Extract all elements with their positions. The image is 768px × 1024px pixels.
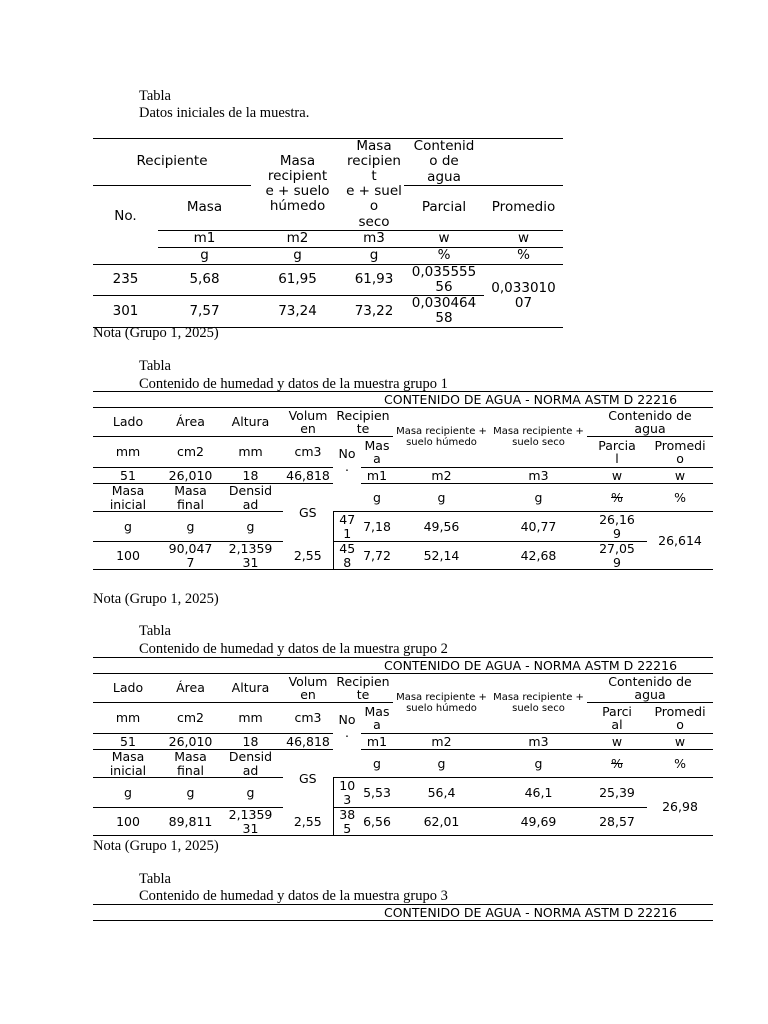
dim-cell: 46,818 [283,734,333,750]
dim-cell: 26,010 [163,734,218,750]
label-densidad: Densid ad [218,484,283,512]
dim-cell: 51 [93,734,163,750]
header-masa-seco: Masa recipient e + suelo seco [344,139,404,231]
table-cell: 25,39 [587,778,647,808]
header-recipiente: Recipiente [93,139,251,186]
header-no: No . [338,446,356,475]
table-cell: 62,01 [393,808,490,836]
header-contenido: Contenido de agua [587,674,713,703]
unit-cell: g [393,750,490,778]
unit-cell: mm [238,710,263,726]
header-masa-seco: Masa recipiente + suelo seco [493,692,584,714]
header-recipiente: Recipien te [333,408,393,437]
table-row-no: 301 [93,295,158,327]
header-promedio: Promedi o [654,703,706,732]
label-masa-inicial: Masa inicial [93,484,163,512]
table-cell: 28,57 [587,808,647,836]
unit-cell: g [490,484,587,512]
value-gs: 2,55 [283,542,333,570]
header-promedio: Promedio [491,199,556,216]
unit-cell: % [647,750,713,778]
symbol-cell: m2 [393,468,490,484]
symbol-cell: m1 [361,734,393,750]
unit-cell: cm2 [176,710,204,726]
table-cell: 6,56 [361,808,393,836]
header-masa: Masa [186,199,223,216]
label-masa-final: Masa final [163,750,218,778]
table1-caption-label: Tabla [139,88,171,104]
header-parcial: Parci al [602,703,632,732]
header-promedio: Promedi o [654,437,706,466]
group1-banner: CONTENIDO DE AGUA - NORMA ASTM D 22216 [93,392,713,408]
unit-cell: cm2 [176,444,204,460]
value-densidad: 2,1359 31 [218,542,283,570]
dim-cell: 26,010 [163,468,218,484]
table-cell: 27,05 9 [587,542,647,570]
table-cell: 56,4 [393,778,490,808]
promedio-cell: 26,98 [647,778,713,836]
header-masa-humedo: Masa recipiente + suelo húmedo [396,426,487,448]
group3-table [93,904,713,921]
unit-cell: g [163,778,218,808]
header-lado: Lado [93,408,163,437]
table-cell: 0,035555 56 [404,264,484,295]
header-volumen: Volum en [283,674,333,703]
table-row-no: 38 5 [333,808,361,836]
dim-cell: 46,818 [283,468,333,484]
unit-cell: % [484,247,563,264]
header-no: No. [114,208,137,225]
group2-caption-title: Contenido de humedad y datos de la muestra grupo 2 [139,641,448,657]
label-masa-inicial: Masa inicial [93,750,163,778]
unit-cell: % [587,750,647,778]
symbol-cell: m3 [490,468,587,484]
group2-banner: CONTENIDO DE AGUA - NORMA ASTM D 22216 [93,658,713,674]
dim-cell: 51 [93,468,163,484]
unit-cell: g [218,778,283,808]
unit-cell: mm [115,710,141,726]
unit-cell: g [361,484,393,512]
unit-cell: g [93,512,163,542]
promedio-cell: 0,033010 07 [484,264,563,327]
symbol-cell: m2 [251,230,344,247]
table-row-no: 235 [93,264,158,295]
header-parcial: Parcial [421,199,467,216]
group3-banner: CONTENIDO DE AGUA - NORMA ASTM D 22216 [93,905,713,921]
header-masa-humedo: Masa recipiente + suelo húmedo [396,692,487,714]
label-masa-final: Masa final [163,484,218,512]
label-gs: GS [298,771,317,787]
header-altura: Altura [218,674,283,703]
table1-note: Nota (Grupo 1, 2025) [93,325,219,341]
header-area: Área [163,674,218,703]
table-cell: 26,16 9 [587,512,647,542]
unit-cell: g [393,484,490,512]
dim-cell: 18 [218,468,283,484]
unit-cell: mm [238,444,263,460]
unit-cell: g [218,512,283,542]
table-cell: 5,68 [158,264,251,295]
table-cell: 7,72 [361,542,393,570]
unit-cell: % [587,484,647,512]
unit-cell: g [361,750,393,778]
symbol-cell: m2 [393,734,490,750]
unit-cell: g [490,750,587,778]
table-row-no: 45 8 [333,542,361,570]
group1-table [93,391,713,570]
table-cell: 46,1 [490,778,587,808]
header-masa: Mas a [364,437,390,466]
group2-caption-label: Tabla [139,623,171,639]
unit-cell: mm [115,444,141,460]
table-row-no: 47 1 [333,512,361,542]
label-densidad: Densid ad [218,750,283,778]
group2-note: Nota (Grupo 1, 2025) [93,838,219,854]
unit-cell: cm3 [294,710,322,726]
header-recipiente: Recipien te [333,674,393,703]
value-densidad: 2,1359 31 [218,808,283,836]
table-cell: 61,95 [251,264,344,295]
value-masa-inicial: 100 [93,808,163,836]
header-masa-seco: Masa recipiente + suelo seco [493,426,584,448]
dim-cell: 18 [218,734,283,750]
promedio-cell: 26,614 [647,512,713,570]
table-cell: 49,56 [393,512,490,542]
symbol-cell: w [647,468,713,484]
unit-cell: g [251,247,344,264]
group2-table [93,657,713,836]
group3-caption-label: Tabla [139,871,171,887]
value-masa-final: 89,811 [163,808,218,836]
symbol-cell: w [587,734,647,750]
label-gs: GS [298,505,317,521]
header-volumen: Volum en [283,408,333,437]
unit-cell: g [158,247,251,264]
table-cell: 73,22 [344,295,404,327]
table-row-no: 10 3 [333,778,361,808]
symbol-cell: m1 [361,468,393,484]
unit-cell: % [647,484,713,512]
header-masa: Mas a [364,703,390,732]
table-cell: 73,24 [251,295,344,327]
group3-caption-title: Contenido de humedad y datos de la muestra grupo 3 [139,888,448,904]
group1-caption-title: Contenido de humedad y datos de la muestra grupo 1 [139,376,448,392]
group1-note: Nota (Grupo 1, 2025) [93,591,219,607]
unit-cell: g [163,512,218,542]
header-lado: Lado [93,674,163,703]
symbol-cell: m1 [158,230,251,247]
table-cell: 7,57 [158,295,251,327]
value-gs: 2,55 [283,808,333,836]
table-cell: 7,18 [361,512,393,542]
table-cell: 0,030464 58 [404,295,484,327]
table-cell: 40,77 [490,512,587,542]
header-contenido: Contenid o de agua [404,139,484,186]
table1-caption-title: Datos iniciales de la muestra. [139,105,310,121]
symbol-cell: w [587,468,647,484]
unit-cell: % [404,247,484,264]
unit-cell: cm3 [294,444,322,460]
group1-caption-label: Tabla [139,358,171,374]
header-contenido: Contenido de agua [587,408,713,437]
symbol-cell: m3 [344,230,404,247]
symbol-cell: w [647,734,713,750]
value-masa-final: 90,047 7 [163,542,218,570]
symbol-cell: w [404,230,484,247]
header-area: Área [163,408,218,437]
header-masa-humedo: Masa recipient e + suelo húmedo [251,139,344,231]
initial-data-table [93,138,563,328]
table-cell: 49,69 [490,808,587,836]
unit-cell: g [93,778,163,808]
symbol-cell: w [484,230,563,247]
unit-cell: g [344,247,404,264]
table-cell: 52,14 [393,542,490,570]
table-cell: 42,68 [490,542,587,570]
table-cell: 5,53 [361,778,393,808]
header-parcial: Parcia l [598,437,636,466]
header-no: No . [338,712,356,741]
symbol-cell: m3 [490,734,587,750]
value-masa-inicial: 100 [93,542,163,570]
header-altura: Altura [218,408,283,437]
table-cell: 61,93 [344,264,404,295]
